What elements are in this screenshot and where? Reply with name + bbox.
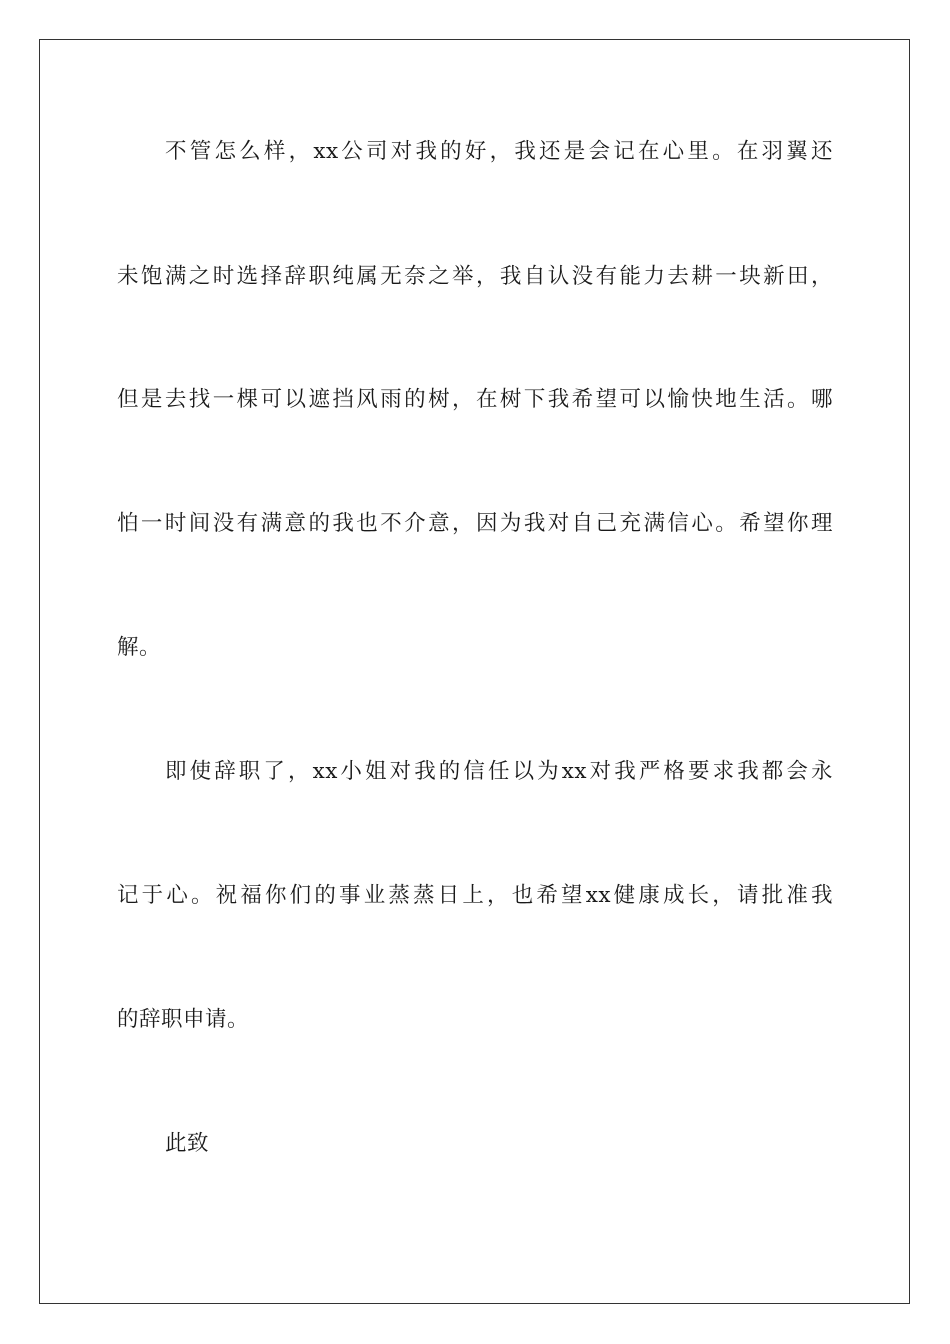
page-border (39, 39, 910, 1304)
paragraph-2-line-3: 的辞职申请。 (117, 1007, 250, 1032)
paragraph-1-line-5: 解。 (117, 635, 162, 660)
paragraph-2-line-2: 记于心。祝福你们的事业蒸蒸日上，也希望xx健康成长，请批准我 (117, 883, 833, 908)
closing-salutation: 此致 (165, 1131, 210, 1156)
paragraph-1-line-1: 不管怎么样，xx公司对我的好，我还是会记在心里。在羽翼还 (165, 139, 833, 164)
paragraph-1-line-3: 但是去找一棵可以遮挡风雨的树，在树下我希望可以愉快地生活。哪 (117, 387, 833, 412)
paragraph-1-line-4: 怕一时间没有满意的我也不介意，因为我对自己充满信心。希望你理 (117, 511, 833, 536)
paragraph-2-line-1: 即使辞职了，xx小姐对我的信任以为xx对我严格要求我都会永 (165, 759, 833, 784)
paragraph-1-line-2: 未饱满之时选择辞职纯属无奈之举，我自认没有能力去耕一块新田， (117, 264, 833, 289)
